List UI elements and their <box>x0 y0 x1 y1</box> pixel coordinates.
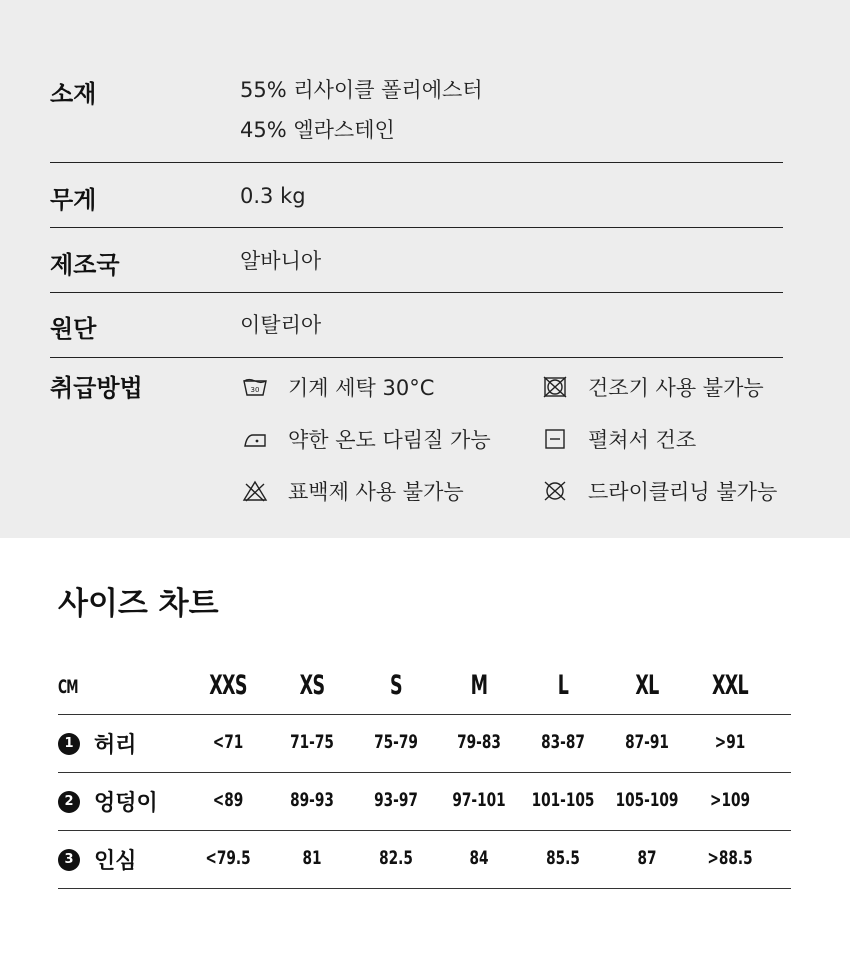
table-cell: 79-83 <box>457 731 501 753</box>
no-bleach-icon <box>242 480 268 502</box>
care-label-wash: 기계 세탁 30°C <box>288 376 435 400</box>
table-bottom-divider <box>58 888 791 889</box>
size-header: L <box>557 670 569 701</box>
table-cell: 81 <box>302 847 322 869</box>
care-item-iron <box>242 424 491 454</box>
number-badge: 2 <box>58 791 80 813</box>
table-cell: <79.5 <box>205 847 251 869</box>
material-value-2: 45% 엘라스테인 <box>240 118 395 142</box>
measure-name: 엉덩이 <box>94 791 158 816</box>
no-tumble-dry-icon <box>542 376 568 398</box>
table-cell: <71 <box>212 731 244 753</box>
divider <box>50 357 783 358</box>
table-cell: 105-109 <box>615 789 679 811</box>
care-item-dry-flat <box>542 424 696 454</box>
divider <box>50 162 783 163</box>
fabric-label: 원단 <box>50 315 97 343</box>
care-item-no-bleach <box>242 476 464 506</box>
table-cell: >109 <box>709 789 751 811</box>
size-header: S <box>390 670 402 701</box>
care-label-dry-flat: 펼쳐서 건조 <box>588 428 697 452</box>
row-divider <box>58 772 791 773</box>
country-label: 제조국 <box>50 251 120 279</box>
row-label <box>58 844 137 875</box>
table-cell: 75-79 <box>374 731 418 753</box>
table-cell: 85.5 <box>546 847 580 869</box>
wash-30-icon <box>242 376 268 398</box>
table-cell: 97-101 <box>452 789 506 811</box>
size-header: XXS <box>209 670 247 701</box>
svg-text:30: 30 <box>250 386 260 394</box>
table-cell: 71-75 <box>290 731 334 753</box>
divider <box>50 292 783 293</box>
care-item-no-dry-clean <box>542 476 777 506</box>
size-chart-title: 사이즈 차트 <box>58 586 219 622</box>
divider <box>50 227 783 228</box>
care-label-no-bleach: 표백제 사용 불가능 <box>288 480 464 504</box>
dry-flat-icon <box>542 428 568 450</box>
material-value-1: 55% 리사이클 폴리에스터 <box>240 78 483 102</box>
unit-label: CM <box>58 676 78 698</box>
care-label-no-dry-clean: 드라이클리닝 불가능 <box>588 480 778 504</box>
table-row <box>58 830 791 888</box>
table-cell: <89 <box>212 789 244 811</box>
country-value: 알바니아 <box>240 249 322 273</box>
table-cell: 82.5 <box>379 847 413 869</box>
table-cell: 87 <box>637 847 657 869</box>
number-badge: 3 <box>58 849 80 871</box>
weight-value: 0.3 kg <box>240 184 306 208</box>
size-header: M <box>470 670 488 701</box>
table-row <box>58 714 791 772</box>
number-badge: 1 <box>58 733 80 755</box>
size-header-row <box>58 660 791 714</box>
iron-low-icon <box>242 428 268 450</box>
material-label: 소재 <box>50 80 97 108</box>
measure-name: 허리 <box>94 733 137 758</box>
table-row <box>58 772 791 830</box>
table-cell: >88.5 <box>707 847 753 869</box>
row-label <box>58 786 158 817</box>
size-header: XL <box>635 670 659 701</box>
row-label <box>58 728 137 759</box>
table-cell: 93-97 <box>374 789 418 811</box>
care-label-no-tumble: 건조기 사용 불가능 <box>588 376 764 400</box>
size-header: XXL <box>712 670 748 701</box>
care-label: 취급방법 <box>50 374 143 402</box>
table-cell: 84 <box>469 847 489 869</box>
table-cell: 83-87 <box>541 731 585 753</box>
fabric-value: 이탈리아 <box>240 313 322 337</box>
measure-name: 인심 <box>94 849 137 874</box>
care-item-no-tumble <box>542 372 764 402</box>
care-item-wash <box>242 372 434 402</box>
no-dry-clean-icon <box>542 480 568 502</box>
table-cell: 101-105 <box>531 789 595 811</box>
weight-label: 무게 <box>50 186 97 214</box>
row-divider <box>58 714 791 715</box>
table-cell: 89-93 <box>290 789 334 811</box>
care-label-iron: 약한 온도 다림질 가능 <box>288 428 491 452</box>
table-cell: 87-91 <box>625 731 669 753</box>
table-cell: >91 <box>714 731 746 753</box>
row-divider <box>58 830 791 831</box>
size-header: XS <box>299 670 325 701</box>
